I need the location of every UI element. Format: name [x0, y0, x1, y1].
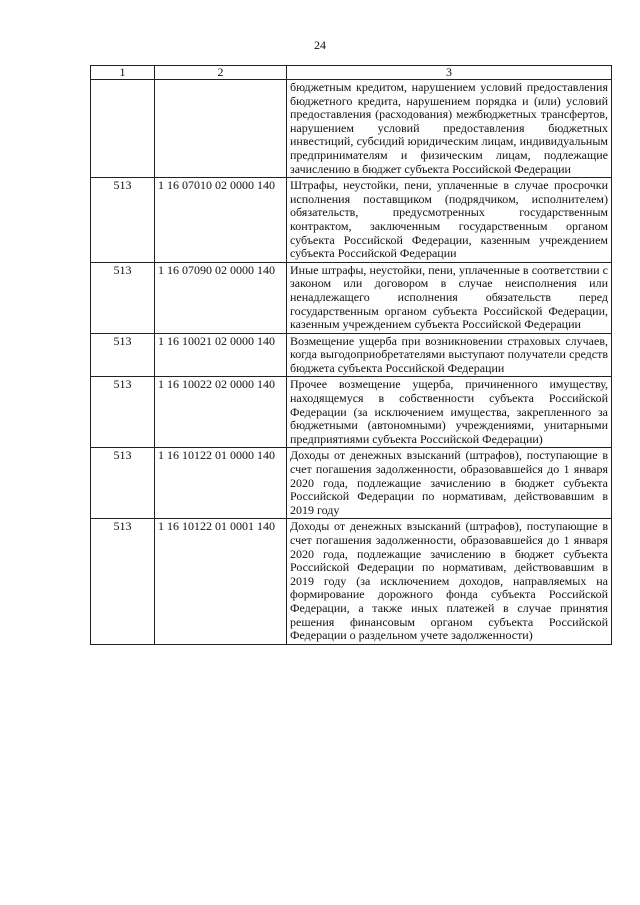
description-cell: бюджетным кредитом, нарушением условий предоставления бюджетного кредита, нарушением порядка и (или) условий предоставления (расходования) межбюджетных трансфертов, нарушением условий предоставления бюджетных инвестиций, субсидий юридическим лицам, индивидуальным предпринимателям и физическим лицам, подлежащие зачислению в бюджет субъекта Российской Федерации — [287, 80, 612, 178]
revenue-codes-table — [90, 65, 612, 645]
page-number: 24 — [314, 38, 326, 52]
admin-code-cell: 513 — [91, 178, 155, 263]
budget-code-cell: 1 16 10122 01 0001 140 — [155, 519, 287, 644]
description-cell: Доходы от денежных взысканий (штрафов), поступающие в счет погашения задолженности, образовавшейся до 1 января 2020 года, подлежащие зачислению в бюджет субъекта Российской Федерации по нормативам, действовавшим в 2019 году (за исключением доходов, направляемых на формирование дорожного фонда субъекта Российской Федерации, а также иных платежей в случае принятия решения финансовым органом субъекта Российской Федерации о раздельном учете задолженности) — [287, 519, 612, 644]
column-header-2: 2 — [155, 66, 287, 80]
admin-code-cell — [91, 80, 155, 178]
budget-code-cell: 1 16 10021 02 0000 140 — [155, 333, 287, 377]
budget-code-cell — [155, 80, 287, 178]
table-row — [91, 80, 612, 178]
description-cell: Штрафы, неустойки, пени, уплаченные в случае просрочки исполнения поставщиком (подрядчиком, исполнителем) обязательств, предусмотренных государственным контрактом, заключенным государственным органом субъекта Российской Федерации, казенным учреждением субъекта Российской Федерации — [287, 178, 612, 263]
table-row — [91, 448, 612, 519]
description-cell: Возмещение ущерба при возникновении страховых случаев, когда выгодоприобретателями выступают получатели средств бюджета субъекта Российской Федерации — [287, 333, 612, 377]
table-row — [91, 377, 612, 448]
admin-code-cell: 513 — [91, 333, 155, 377]
admin-code-cell: 513 — [91, 448, 155, 519]
table-row — [91, 262, 612, 333]
admin-code-cell: 513 — [91, 262, 155, 333]
admin-code-cell: 513 — [91, 519, 155, 644]
table-row — [91, 178, 612, 263]
description-cell: Иные штрафы, неустойки, пени, уплаченные в соответствии с законом или договором в случае неисполнения или ненадлежащего исполнения обязательств перед государственным органом субъекта Российской Федерации, казенным учреждением субъекта Российской Федерации — [287, 262, 612, 333]
budget-code-cell: 1 16 10022 02 0000 140 — [155, 377, 287, 448]
table-row — [91, 333, 612, 377]
table-header-row — [91, 66, 612, 80]
table-row — [91, 519, 612, 644]
budget-code-cell: 1 16 07010 02 0000 140 — [155, 178, 287, 263]
column-header-3: 3 — [287, 66, 612, 80]
budget-code-cell: 1 16 10122 01 0000 140 — [155, 448, 287, 519]
column-header-1: 1 — [91, 66, 155, 80]
description-cell: Прочее возмещение ущерба, причиненного имуществу, находящемуся в собственности субъекта Российской Федерации (за исключением имущества, закрепленного за бюджетными (автономными) учреждениями, унитарными предприятиями субъекта Российской Федерации) — [287, 377, 612, 448]
description-cell: Доходы от денежных взысканий (штрафов), поступающие в счет погашения задолженности, образовавшейся до 1 января 2020 года, подлежащие зачислению в бюджет субъекта Российской Федерации по нормативам, действовавшим в 2019 году — [287, 448, 612, 519]
admin-code-cell: 513 — [91, 377, 155, 448]
budget-code-cell: 1 16 07090 02 0000 140 — [155, 262, 287, 333]
